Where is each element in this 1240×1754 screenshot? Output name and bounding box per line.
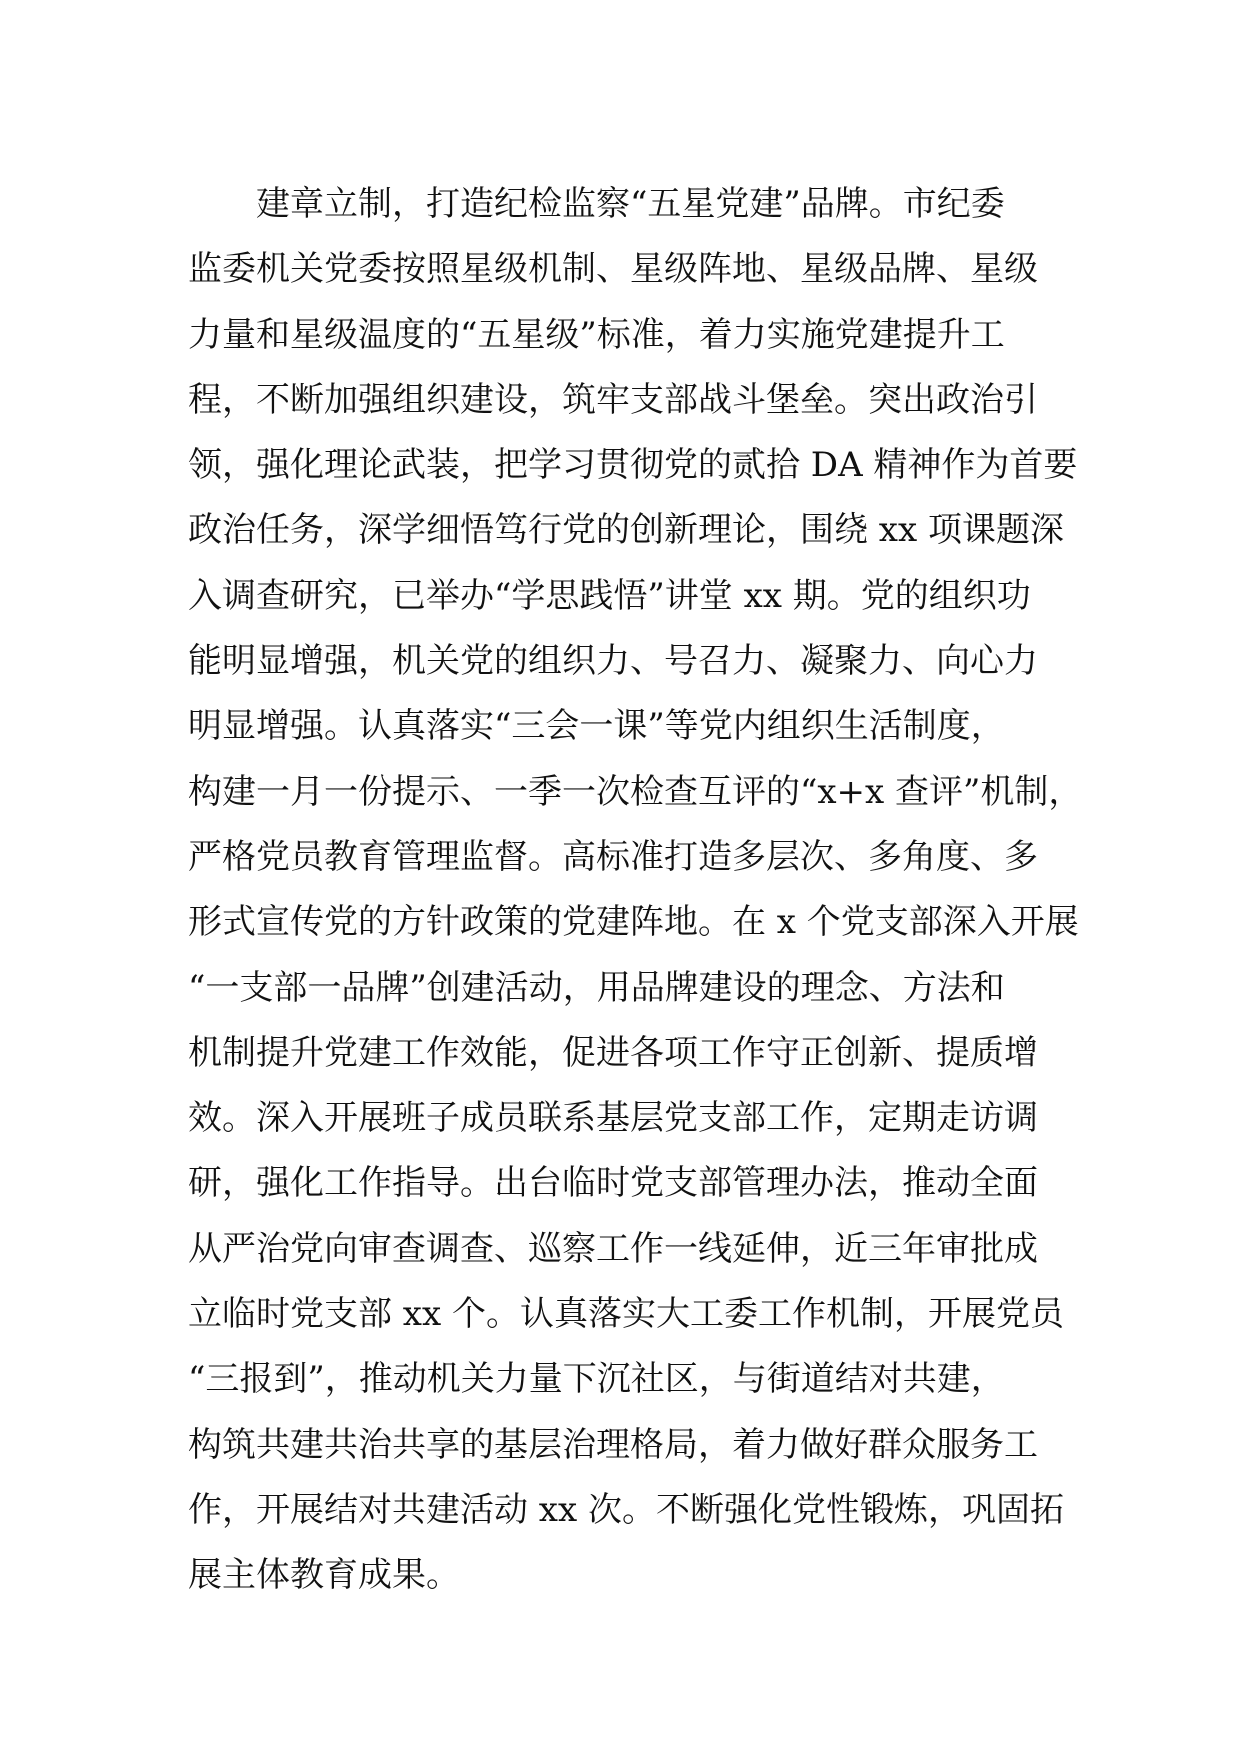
paragraph-line: “三报到”，推动机关力量下沉社区，与街道结对共建， — [188, 1359, 1005, 1400]
paragraph-line: 构筑共建共治共享的基层治理格局，着力做好群众服务工 — [188, 1424, 1038, 1465]
body-paragraph — [188, 172, 1088, 1609]
paragraph-line: 从严治党向审查调查、巡察工作一线延伸，近三年审批成 — [188, 1228, 1038, 1269]
paragraph-line: 明显增强。认真落实“三会一课”等党内组织生活制度， — [188, 706, 1005, 747]
paragraph-line: 领，强化理论武装，把学习贯彻党的贰拾 DA 精神作为首要 — [188, 445, 1078, 486]
paragraph-line: 研，强化工作指导。出台临时党支部管理办法，推动全面 — [188, 1163, 1038, 1204]
paragraph-line: 力量和星级温度的“五星级”标准，着力实施党建提升工 — [188, 314, 1005, 355]
paragraph-line: 构建一月一份提示、一季一次检查互评的“x+x 查评”机制， — [188, 771, 1083, 812]
paragraph-line: 监委机关党委按照星级机制、星级阵地、星级品牌、星级 — [188, 249, 1038, 290]
paragraph-line: 严格党员教育管理监督。高标准打造多层次、多角度、多 — [188, 836, 1038, 877]
paragraph-line: 程，不断加强组织建设，筑牢支部战斗堡垒。突出政治引 — [188, 379, 1038, 420]
paragraph-line: 作，开展结对共建活动 xx 次。不断强化党性锻炼，巩固拓 — [188, 1489, 1064, 1530]
paragraph-line: 入调查研究，已举办“学思践悟”讲堂 xx 期。党的组织功 — [188, 575, 1031, 616]
paragraph-line: 效。深入开展班子成员联系基层党支部工作，定期走访调 — [188, 1098, 1038, 1139]
paragraph-line: 立临时党支部 xx 个。认真落实大工委工作机制，开展党员 — [188, 1294, 1064, 1335]
paragraph-line: 建章立制，打造纪检监察“五星党建”品牌。市纪委 — [256, 184, 1005, 224]
paragraph-line: 展主体教育成果。 — [188, 1555, 460, 1596]
paragraph-line: 能明显增强，机关党的组织力、号召力、凝聚力、向心力 — [188, 641, 1038, 682]
paragraph-line: 形式宣传党的方针政策的党建阵地。在 x 个党支部深入开展 — [188, 902, 1079, 943]
paragraph-line: “一支部一品牌”创建活动，用品牌建设的理念、方法和 — [188, 967, 1005, 1008]
paragraph-line: 机制提升党建工作效能，促进各项工作守正创新、提质增 — [188, 1032, 1038, 1073]
paragraph-line: 政治任务，深学细悟笃行党的创新理论，围绕 xx 项课题深 — [188, 510, 1064, 551]
